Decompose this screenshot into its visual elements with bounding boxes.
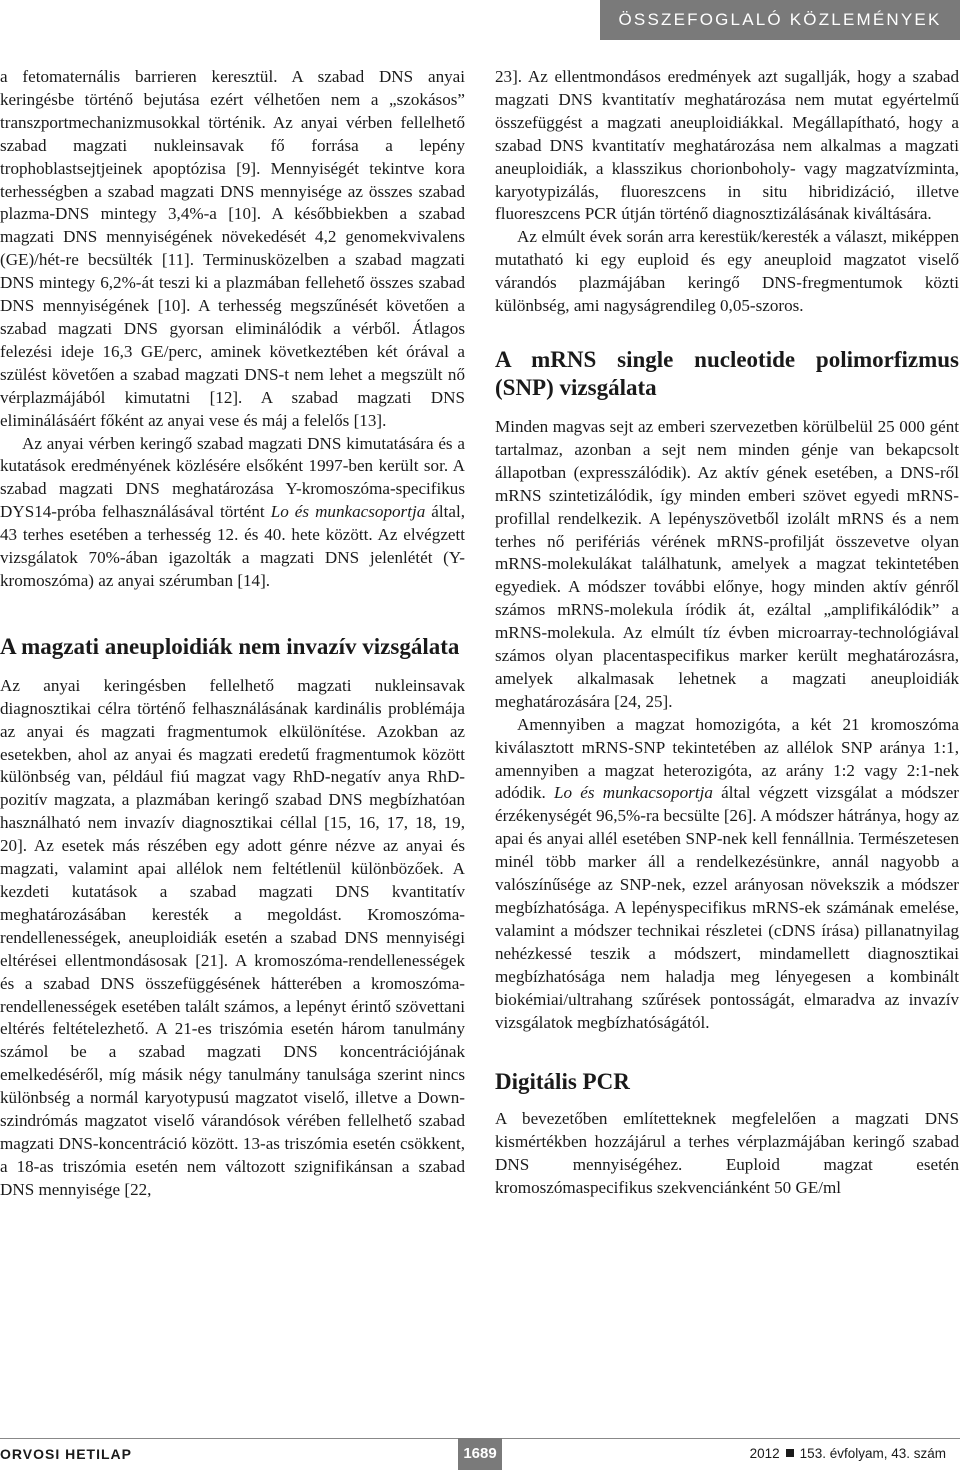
right-paragraph-3: Minden magvas sejt az emberi szervezetben körülbelül 25 000 gént tartalmaz, azonban a sejt nem minden génje van bekapcsolt állapotban (expresszálódik). Az aktív gének esetében, a DNS-ről mRNS szintetizálódik, így minden emberi szövet egyedi mRNS-profillal rendelkezik. A lepényszövetből izolált mRNS és a nem terhes nő perifériás vérének mRNS-profilját összevetve olyan mRNS-molekulákat találhatunk, amelyek a magzat tekintetében egyediek. A módszer további előnye, hogy minden aktív génről számos mRNS-molekula íródik át, ezáltal „amplifikálódik” a mRNS-molekula. Az elmúlt tíz évben microarray-technológiával számos olyan placentaspecifikus marker került meghatározásra, amelyek alkalmasak lehetnek a magzati aneuploidiák meghatározására [24, 25]. <box>495 416 959 711</box>
left-paragraph-1: a fetomaternális barrieren keresztül. A szabad DNS anyai keringésbe történő bejutása ezért vélhetően nem a „szokásos” transzportmechanizmusokkal történik. Az anyai vérben fellelhető szabad magzati nukleinsavak fő forrása a lepény trophoblastsejtjeinek apoptózisa [9]. Mennyiségét tekintve kora terhességben a szabad magzati DNS mennyisége az összes szabad plazma-DNS mintegy 3,4%-a [10]. A későbbiekben a szabad magzati DNS mennyiségének növekedését 4,2 genomekvivalens (GE)/hét-re becsülték [11]. Terminusközelben a szabad magzati DNS mintegy 6,2%-át teszi ki a plazmában fellehető összes szabad DNS mennyiségének [10]. A terhesség megszűnését követően a szabad magzati DNS gyorsan eliminálódik a vérből. Átlagos felezési ideje 16,3 GE/perc, aminek következtében két órával a szülést követően a szabad magzati DNS-t nem lehet a megszült nő vérplazmájából kimutatni [12]. A szabad magzati DNS eliminálásáért főként az anyai vese és máj a felelős [13]. <box>0 67 465 430</box>
section-title: ÖSSZEFOGLALÓ KÖZLEMÉNYEK <box>618 10 942 29</box>
right-paragraph-4: Amennyiben a magzat homozigóta, a két 21 kromoszóma kiválasztott mRNS-SNP tekintetében az allélok SNP aránya 1:1, amennyiben a magzat heterozigóta, az arány 1:2 vagy 2:1-nek adódik. Lo és munkacsoportja által végzett vizsgálat a módszer érzékenységét 96,5%-ra becsülte [26]. A módszer hátránya, hogy az apai és anyai allél esetében SNP-nek kell fennállnia. Természetesen minél több marker áll a rendelkezésünkre, annál nagyobb a valószínűsége az SNP-nek, ezzel arányosan növekszik a módszer megbízhatósága. A lepényspecifikus mRNS-ek számának emelése, valamint a módszer technikai részletei (cDNS írása) pillanatnyilag nehézkessé teszik a módszert, mindamellett diagnosztikai megbízhatósága nem haladja meg lényegesen a kombinált biokémiai/ultrahang szűrések pontosságát, elmaradva az invazív vizsgálatok megbízhatóságától. <box>495 714 959 1032</box>
author-citation: Lo és munkacsoportja <box>270 502 426 522</box>
section-heading-digital-pcr: Digitális PCR <box>495 1069 630 1095</box>
footer-year: 2012 <box>749 1446 780 1461</box>
right-paragraph-1: 23]. Az ellentmondásos eredmények azt sugallják, hogy a szabad magzati DNS kvantitatív meghatározása nem mutat egyértelmű összefüggést a magzati aneuploidiákkal. Megállapítható, hogy a szabad DNS kvantitatív meghatározása nem alkalmas a magzati aneuploidiák, a klasszikus chorionboholy- vagy magzatvízminta, karyotypizálás, fluoreszcens in situ hibridizáció, illetve fluoreszcens PCR útján történő diagnosztizálásának kiváltására. <box>495 67 959 224</box>
right-column <box>495 66 959 1200</box>
section-heading-aneuploidy: A magzati aneuploidiák nem invazív vizsgálata <box>0 633 460 659</box>
section-heading-mrna-snp: A mRNS single nucleotide polimorfizmus (SNP) vizsgálata <box>495 346 959 400</box>
left-paragraph-2: Az anyai vérben keringő szabad magzati DNS kimutatására és a kutatások eredményének közlésére elsőként 1997-ben került sor. A szabad magzati DNS meghatározása Y-kromoszóma-specifikus DYS14-próba felhasználásával történt Lo és munkacsoportja által, 43 terhes esetében a terhesség 12. és 40. hete között. Az elvégzett vizsgálatok 70%-ában igazolták a magzati DNS jelenlétét (Y-kromoszóma) az anyai szérumban [14]. <box>0 433 465 590</box>
author-citation: Lo és munkacsoportja <box>554 783 713 803</box>
journal-name: ORVOSI HETILAP <box>0 1446 132 1462</box>
issue-info <box>750 1446 946 1461</box>
left-paragraph-3: Az anyai keringésben fellelhető magzati nukleinsavak diagnosztikai célra történő felhasználásának kardinális problémája az anyai és magzati fragmentumok elkülönítése. Azokban az esetekben, ahol az anyai és magzati eredetű fragmentumok között különbség van, például fiú magzat vagy RhD-negatív anya RhD-pozitív magzata, a plazmában keringő szabad DNS megbízhatóan használható nem invazív diagnosztikai céllal [15, 16, 17, 18, 19, 20]. Az esetek más részében egy adott génre nézve az anyai és magzati, valamint apai allélok nem feltétlenül különbözőek. A kezdeti kutatások a szabad magzati DNS kvantitatív meghatározásában keresték a megoldást. Kromoszóma-rendellenességek, aneuploidiák esetén a szabad DNS mennyiségi eltérései ellentmondásosak [21]. A kromoszóma-rendellenességek és a szabad DNS összefüggésének hátterében a kromoszóma-rendellenességek esetében talált számos, a lepényt érintő szövettani eltérés feltételezhető. A 21-es triszómia esetén három tanulmány számol be a szabad magzati DNS koncentrációjának emelkedéséről, míg másik négy tanulmány tanulsága szerint nincs különbség a normál karyotypusú magzatot viselő, illetve a Down-szindrómás magzatot viselő várandósok vérében fellelhető szabad magzati DNS-koncentráció között. 13-as triszómia esetén csökkent, a 18-as triszómia esetén nem változott szignifikánsan a szabad DNS mennyisége [22, <box>0 675 465 1199</box>
right-paragraph-5: A bevezetőben említetteknek megfelelően a magzati DNS kismértékben hozzájárul a terhes vérplazmájában keringő szabad DNS mennyiségéhez. Euploid magzat esetén kromoszómaspecifikus szekvenciánként 50 GE/ml <box>495 1109 959 1198</box>
page-number: 1689 <box>458 1438 502 1470</box>
footer-issue: 153. évfolyam, 43. szám <box>799 1446 946 1461</box>
right-paragraph-2: Az elmúlt évek során arra kerestük/keresték a választ, miképpen mutatható ki egy euploid és egy aneuploid magzatot viselő várandós plazmájában keringő DNS-fregmentumok közti különbség, ami nagyságrendileg 0,05-szoros. <box>495 227 959 316</box>
running-header <box>0 0 960 40</box>
left-column <box>0 66 465 1202</box>
page-footer <box>0 1438 960 1470</box>
square-bullet-icon <box>786 1449 794 1457</box>
